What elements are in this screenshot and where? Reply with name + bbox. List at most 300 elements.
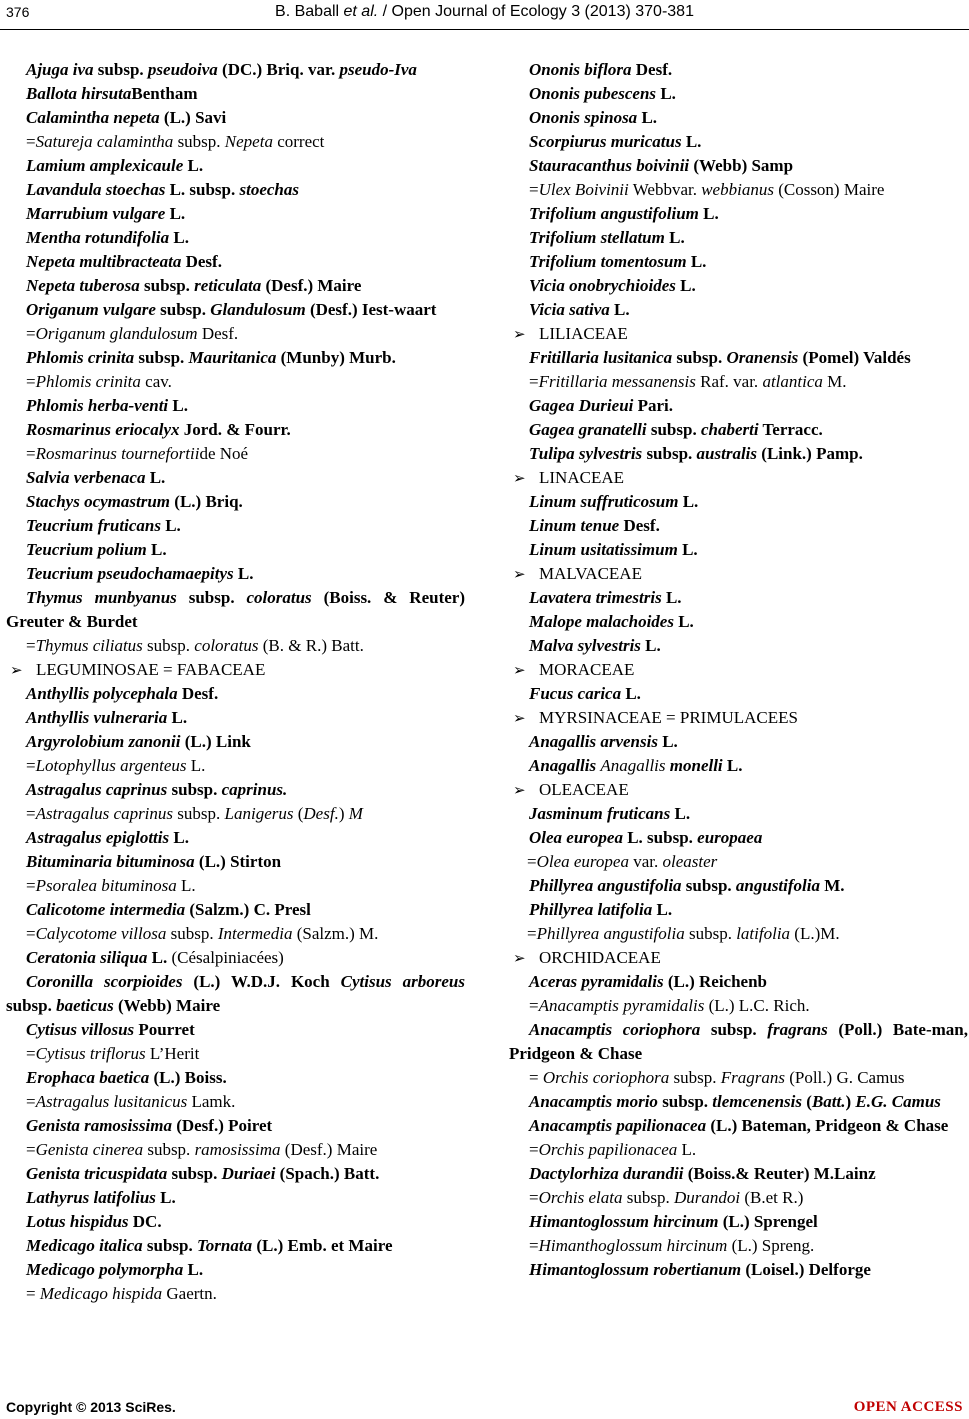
authority-text: subsp. (155, 300, 211, 319)
authority-text: L. (677, 540, 698, 559)
authority-text: L. (722, 756, 743, 775)
authority-text: (Desf.) Maire (261, 276, 362, 295)
running-head-authors: B. Baball (275, 3, 344, 20)
taxon-name: Olea europea (529, 828, 623, 847)
species-entry (6, 898, 465, 922)
authority-text: Desf. (181, 252, 222, 271)
open-access-label: OPEN ACCESS (853, 1399, 963, 1415)
authority-text: (Poll.) Bate-man, Pridgeon & Chase (509, 1020, 968, 1063)
taxon-name: Medicago polymorpha (26, 1260, 184, 1279)
taxon-name: Phlomis crinita (35, 372, 141, 391)
authority-text: L. (155, 1188, 176, 1207)
taxon-name: Cytisus villosus (26, 1020, 135, 1039)
taxon-name: Durandoi (673, 1188, 741, 1207)
taxon-name: Cytisus arboreus (340, 972, 465, 991)
taxon-name: Himantoglossum hircinum (529, 1212, 719, 1231)
synonym-entry (6, 1090, 465, 1114)
authority-text: L. (168, 396, 188, 415)
taxon-name: E.G. Camus (855, 1092, 941, 1111)
author-text: = (529, 1068, 543, 1087)
author-text: de Noé (199, 444, 249, 463)
author-text: (Cosson) Maire (773, 180, 885, 199)
authority-text: (Desf.) Iest-waart (305, 300, 437, 319)
species-entry (6, 250, 465, 274)
species-entry (509, 154, 968, 178)
arrowhead-bullet-icon: ➢ (513, 565, 526, 583)
taxon-name: Lanigerus (224, 804, 294, 823)
author-text: ( (293, 804, 304, 823)
family-name: MYRSINACEAE = PRIMULACEES (539, 708, 798, 727)
synonym-entry (6, 370, 465, 394)
running-head (0, 3, 969, 21)
species-entry (509, 514, 968, 538)
authority-text: L. (657, 732, 678, 751)
authority-text: (Salzm.) C. Presl (185, 900, 311, 919)
taxon-name: Anagallis (600, 756, 666, 775)
species-entry (6, 586, 465, 634)
author-text: = (26, 636, 36, 655)
arrowhead-bullet-icon: ➢ (513, 781, 526, 799)
authority-text: L. (160, 516, 181, 535)
taxon-name: Lathyrus latifolius (26, 1188, 156, 1207)
authority-text: L. (165, 204, 186, 223)
species-entry (509, 250, 968, 274)
species-entry (509, 826, 968, 850)
authority-text: subsp. (167, 780, 222, 799)
author-text: = (26, 1044, 36, 1063)
author-text: subsp. (684, 924, 737, 943)
author-text: Webbvar. (628, 180, 702, 199)
taxon-name: Anacamptis pyramidalis (538, 996, 705, 1015)
arrowhead-bullet-icon: ➢ (513, 949, 526, 967)
authority-text: subsp. (681, 876, 736, 895)
author-text: (L.) Spreng. (727, 1236, 815, 1255)
taxon-name: Coronilla scorpioides (26, 972, 183, 991)
author-text: subsp. (173, 132, 225, 151)
author-text: = (529, 1188, 539, 1207)
author-text: subsp. (142, 636, 195, 655)
right-column (509, 58, 968, 1282)
authority-text: (L.) Sprengel (718, 1212, 818, 1231)
authority-text: (Webb) Samp (689, 156, 794, 175)
taxon-name: Himanthoglossum hircinum (538, 1236, 728, 1255)
family-heading (6, 658, 465, 682)
species-entry (509, 418, 968, 442)
author-text: = (529, 996, 539, 1015)
authority-text: Jord. & Fourr. (179, 420, 291, 439)
species-entry (509, 346, 968, 370)
species-entry (6, 682, 465, 706)
species-entry (509, 442, 968, 466)
species-entry (6, 274, 465, 298)
authority-text: L. (673, 612, 694, 631)
species-entry (6, 514, 465, 538)
taxon-name: Calicotome intermedia (26, 900, 186, 919)
species-entry (509, 538, 968, 562)
authority-text: Desf. (631, 60, 673, 79)
taxon-name: pseudo-Iva (339, 60, 417, 79)
taxon-name: Anthyllis vulneraria (26, 708, 168, 727)
taxon-name: Argyrolobium zanonii (26, 732, 181, 751)
authority-text: (L.) W.D.J. Koch (182, 972, 341, 991)
authority-text: Pourret (134, 1020, 195, 1039)
authority-text: L. (656, 84, 676, 103)
authority-text: Pari. (633, 396, 674, 415)
authority-text: subsp. (93, 60, 148, 79)
species-entry (6, 1066, 465, 1090)
authority-text: (DC.) Briq. var. (217, 60, 340, 79)
species-entry (6, 538, 465, 562)
taxon-name: Genista tricuspidata (26, 1164, 168, 1183)
taxon-name: reticulata (194, 276, 262, 295)
author-text: subsp. (166, 924, 218, 943)
author-text: = (26, 876, 36, 895)
taxon-name: Ulex Boivinii (538, 180, 629, 199)
taxon-name: Astragalus caprinus (35, 804, 174, 823)
synonym-entry (6, 874, 465, 898)
taxon-name: Nepeta (224, 132, 273, 151)
synonym-entry (6, 1042, 465, 1066)
synonym-entry (509, 370, 968, 394)
authority-text: (L.) Bateman, Pridgeon & Chase (706, 1116, 949, 1135)
taxon-name: chaberti (700, 420, 759, 439)
taxon-name: coloratus (246, 588, 312, 607)
author-text: ) (338, 804, 349, 823)
species-entry (6, 946, 465, 970)
arrowhead-bullet-icon: ➢ (513, 469, 526, 487)
author-text: = (26, 132, 36, 151)
species-entry (6, 178, 465, 202)
authority-text: subsp. (134, 348, 189, 367)
family-heading (509, 706, 968, 730)
family-name: LILIACEAE (539, 324, 628, 343)
taxon-name: Linum tenue (529, 516, 620, 535)
authority-text: L. (698, 204, 719, 223)
taxon-name: Malva sylvestris (529, 636, 641, 655)
species-entry (6, 82, 465, 106)
taxon-name: Anagallis (529, 756, 597, 775)
species-entry (6, 466, 465, 490)
family-heading (509, 778, 968, 802)
taxon-name: Tulipa sylvestris (529, 444, 643, 463)
author-text: L. (186, 756, 206, 775)
species-entry (509, 586, 968, 610)
author-text: = (26, 1140, 36, 1159)
running-head-citation: / Open Journal of Ecology 3 (2013) 370-381 (378, 3, 694, 20)
authority-text: (L.) Savi (159, 108, 227, 127)
taxon-name: Fritillaria messanensis (538, 372, 696, 391)
authority-text: (Loisel.) Delforge (741, 1260, 871, 1279)
authority-text: L. (640, 636, 661, 655)
author-text: (Poll.) G. Camus (784, 1068, 905, 1087)
authority-text: L. (678, 492, 699, 511)
species-entry (509, 226, 968, 250)
synonym-entry (6, 802, 465, 826)
authority-text: (L.) Reichenb (663, 972, 768, 991)
taxon-name: Vicia onobrychioides (529, 276, 676, 295)
taxon-name: angustifolia (735, 876, 820, 895)
species-entry (509, 106, 968, 130)
species-entry (6, 106, 465, 130)
taxon-name: Mauritanica (188, 348, 277, 367)
taxon-name: Teucrium polium (26, 540, 147, 559)
taxon-name: Phillyrea latifolia (529, 900, 653, 919)
family-heading (509, 322, 968, 346)
species-entry (509, 82, 968, 106)
synonym-entry (509, 850, 968, 874)
taxon-name: Trifolium stellatum (529, 228, 665, 247)
taxon-name: Astragalus epiglottis (26, 828, 170, 847)
species-entry (509, 1018, 968, 1066)
authority-text: subsp. (6, 996, 57, 1015)
species-entry (6, 154, 465, 178)
taxon-name: Aceras pyramidalis (529, 972, 664, 991)
authority-text: L. (183, 156, 204, 175)
species-entry (6, 1018, 465, 1042)
species-entry (509, 730, 968, 754)
species-entry (509, 1114, 968, 1138)
taxon-name: Anacamptis papilionacea (529, 1116, 707, 1135)
authority-text: subsp. (646, 420, 701, 439)
author-text: correct (272, 132, 325, 151)
species-entry (509, 58, 968, 82)
taxon-name: caprinus. (221, 780, 288, 799)
author-text: = (26, 804, 36, 823)
author-text: L’Herit (145, 1044, 200, 1063)
authority-text: L. (169, 228, 189, 247)
family-name: OLEACEAE (539, 780, 629, 799)
taxon-name: Genista ramosissima (26, 1116, 172, 1135)
authority-text: (L.) Briq. (170, 492, 243, 511)
family-heading (509, 658, 968, 682)
taxon-name: Calycotome villosa (35, 924, 167, 943)
author-text: (B.et R.) (740, 1188, 804, 1207)
family-name: ORCHIDACEAE (539, 948, 661, 967)
synonym-entry (509, 1138, 968, 1162)
species-entry (6, 1114, 465, 1138)
taxon-name: Lavandula stoechas (26, 180, 166, 199)
taxon-name: Himantoglossum robertianum (529, 1260, 742, 1279)
author-text: Gaertn. (162, 1284, 217, 1303)
author-text: Desf. (197, 324, 239, 343)
synonym-entry (6, 634, 465, 658)
species-entry (6, 346, 465, 370)
species-entry (509, 274, 968, 298)
author-text: (Desf.) Maire (280, 1140, 378, 1159)
taxon-name: Erophaca baetica (26, 1068, 150, 1087)
taxon-name: Ceratonia siliqua (26, 948, 148, 967)
author-text: subsp. (173, 804, 225, 823)
author-text: = (26, 1284, 40, 1303)
authority-text: (Desf.) Poiret (171, 1116, 273, 1135)
taxon-name: M (348, 804, 363, 823)
taxon-name: Desf. (303, 804, 339, 823)
left-column (6, 58, 465, 1306)
authority-text: subsp. (672, 348, 727, 367)
taxon-name: Jasminum fruticans (529, 804, 671, 823)
species-entry (509, 130, 968, 154)
authority-text: L. (233, 564, 254, 583)
taxon-name: latifolia (736, 924, 791, 943)
species-entry (509, 898, 968, 922)
species-entry (509, 202, 968, 226)
authority-text: ( (802, 1092, 812, 1111)
taxon-name: Marrubium vulgare (26, 204, 166, 223)
taxon-name: Lavatera trimestris (529, 588, 662, 607)
taxon-name: Batt. (811, 1092, 846, 1111)
taxon-name: Origanum glandulosum (35, 324, 198, 343)
species-entry (6, 58, 465, 82)
synonym-entry (509, 1066, 968, 1090)
authority-text: L. (169, 828, 189, 847)
taxon-name: tlemcenensis (712, 1092, 803, 1111)
authority-text: (L.) Boiss. (149, 1068, 227, 1087)
species-entry (509, 298, 968, 322)
authority-text: L. (670, 804, 691, 823)
species-entry (509, 1090, 968, 1114)
species-entry (6, 850, 465, 874)
authority-text: L. (661, 588, 682, 607)
arrowhead-bullet-icon: ➢ (513, 325, 526, 343)
taxon-name: Psoralea bituminosa (35, 876, 177, 895)
taxon-name: Stauracanthus boivinii (529, 156, 690, 175)
page-number: 376 (6, 4, 30, 20)
synonym-entry (6, 1282, 465, 1306)
taxon-name: coloratus (194, 636, 259, 655)
taxon-name: Anacamptis coriophora (529, 1020, 701, 1039)
taxon-name: webbianus (701, 180, 774, 199)
species-entry (509, 802, 968, 826)
taxon-name: Lotus hispidus (26, 1212, 129, 1231)
taxon-name: Stachys ocymastrum (26, 492, 171, 511)
authority-text: M. (820, 876, 845, 895)
authority-text: DC. (128, 1212, 162, 1231)
species-entry (6, 298, 465, 322)
authority-text: Desf. (619, 516, 660, 535)
taxon-name: Anacamptis morio (529, 1092, 658, 1111)
taxon-name: Trifolium angustifolium (529, 204, 699, 223)
authority-text: (Pomel) Valdés (798, 348, 911, 367)
authority-text: ) (845, 1092, 856, 1111)
taxon-name: Thymus munbyanus (26, 588, 177, 607)
authority-text: subsp. (139, 276, 195, 295)
taxon-name: Phlomis herba-venti (26, 396, 169, 415)
authority-text: Desf. (177, 684, 219, 703)
taxon-name: monelli (669, 756, 723, 775)
taxon-name: Linum usitatissimum (529, 540, 678, 559)
authority-text: subsp. (700, 1020, 768, 1039)
author-text: = (26, 756, 36, 775)
taxon-name: Bituminaria bituminosa (26, 852, 195, 871)
author-text: subsp. (143, 1140, 195, 1159)
taxon-name: Anagallis arvensis (529, 732, 658, 751)
taxon-name: Medicago italica (26, 1236, 143, 1255)
author-text: subsp. (669, 1068, 721, 1087)
authority-text: L. (664, 228, 685, 247)
taxon-name: Nepeta multibracteata (26, 252, 182, 271)
authority-text: L. (183, 1260, 204, 1279)
family-heading (509, 562, 968, 586)
author-text: = (26, 444, 36, 463)
taxon-name: Glandulosum (210, 300, 306, 319)
taxon-name: Astragalus lusitanicus (35, 1092, 188, 1111)
taxon-name: Cytisus triflorus (35, 1044, 146, 1063)
author-text: var. (628, 852, 663, 871)
taxon-name: Phillyrea angustifolia (529, 876, 682, 895)
synonym-entry (6, 442, 465, 466)
species-entry (6, 490, 465, 514)
authority-text: subsp. (176, 588, 247, 607)
synonym-entry (509, 1186, 968, 1210)
authority-text: L. (652, 900, 673, 919)
authority-text: L. (167, 708, 188, 727)
taxon-name: Fritillaria lusitanica (529, 348, 673, 367)
species-entry (6, 730, 465, 754)
family-name: LINACEAE (539, 468, 624, 487)
author-text: = (26, 324, 36, 343)
taxon-name: Orchis papilionacea (538, 1140, 678, 1159)
species-entry (6, 1234, 465, 1258)
taxon-name: Calamintha nepeta (26, 108, 160, 127)
taxon-name: Lotophyllus argenteus (35, 756, 187, 775)
taxon-name: Olea europea (536, 852, 629, 871)
species-entry (509, 610, 968, 634)
species-entry (509, 754, 968, 778)
authority-text: (L.) Stirton (194, 852, 282, 871)
synonym-entry (509, 178, 968, 202)
authority-text: Bentham (131, 84, 198, 103)
taxon-name: Phlomis crinita (26, 348, 135, 367)
family-name: LEGUMINOSAE = FABACEAE (36, 660, 266, 679)
taxon-name: Orchis elata (538, 1188, 623, 1207)
family-heading (509, 946, 968, 970)
authority-text: L. (147, 948, 168, 967)
family-name: MALVACEAE (539, 564, 642, 583)
taxon-name: Ajuga iva (26, 60, 94, 79)
author-text: Lamk. (187, 1092, 236, 1111)
family-heading (509, 466, 968, 490)
species-entry (6, 226, 465, 250)
taxon-name: Rosmarinus tournefortii (35, 444, 200, 463)
authority-text: L. subsp. (165, 180, 240, 199)
species-entry (509, 634, 968, 658)
species-entry (6, 778, 465, 802)
taxon-name: Salvia verbenaca (26, 468, 146, 487)
family-name: MORACEAE (539, 660, 635, 679)
species-entry (6, 394, 465, 418)
taxon-name: fragrans (767, 1020, 828, 1039)
author-text: cav. (140, 372, 172, 391)
authority-text: subsp. (657, 1092, 713, 1111)
arrowhead-bullet-icon: ➢ (10, 661, 23, 679)
taxon-name: Intermedia (217, 924, 293, 943)
taxon-name: Ononis spinosa (529, 108, 638, 127)
running-head-etal: et al. (343, 3, 379, 20)
taxon-name: Satureja calamintha (35, 132, 174, 151)
taxon-name: Medicago hispida (39, 1284, 163, 1303)
authority-text: (L.) Emb. et Maire (252, 1236, 393, 1255)
taxon-name: Linum suffruticosum (529, 492, 679, 511)
taxon-name: Malope malachoides (529, 612, 674, 631)
authority-text: (Spach.) Batt. (275, 1164, 380, 1183)
taxon-name: Tornata (196, 1236, 253, 1255)
species-entry (6, 418, 465, 442)
synonym-entry (6, 754, 465, 778)
author-text: Raf. var. (695, 372, 763, 391)
taxon-name: Genista cinerea (35, 1140, 144, 1159)
taxon-name: Nepeta tuberosa (26, 276, 140, 295)
synonym-entry (6, 130, 465, 154)
